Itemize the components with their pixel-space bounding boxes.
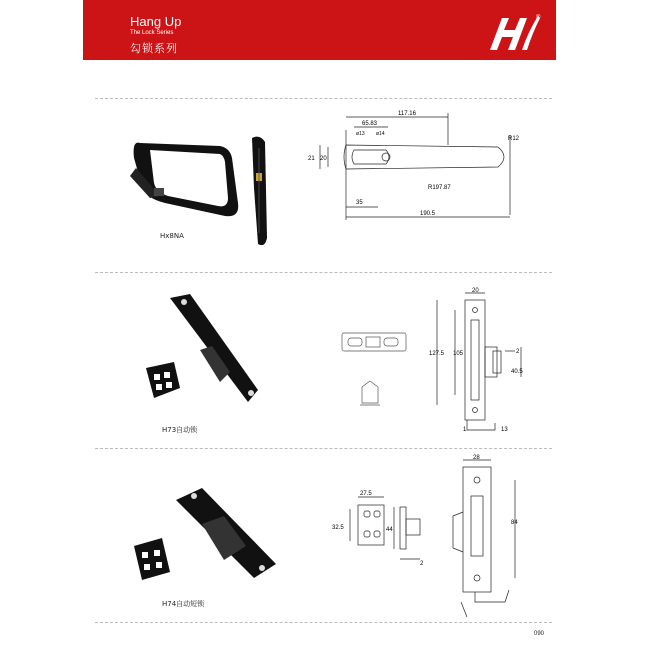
dim-label: 27.5 xyxy=(360,491,372,497)
series-subtitle: The Lock Series xyxy=(130,30,174,36)
dim-label: 21 xyxy=(308,156,315,162)
dim-label: R12 xyxy=(508,136,520,142)
product-name: H74自动短锁 xyxy=(162,600,205,608)
dim-label: 84 xyxy=(511,520,518,526)
drawing-h74-small xyxy=(330,487,435,567)
section-divider xyxy=(95,448,552,449)
product-name: H73自动锁 xyxy=(162,426,198,434)
product-name: Hx8NA xyxy=(160,232,184,240)
drawing-h74 xyxy=(445,452,540,622)
dim-label: 2 xyxy=(516,349,520,355)
drawing-hx8na xyxy=(298,105,530,225)
dim-label: 65.83 xyxy=(362,121,378,127)
dim-label: 28 xyxy=(473,455,480,461)
page-number: 090 xyxy=(533,631,544,637)
header-banner xyxy=(83,0,556,60)
dim-label: 35 xyxy=(356,200,363,206)
dim-label: ø13 xyxy=(356,131,365,137)
dim-label: R197.87 xyxy=(428,185,451,191)
dim-label: 1 xyxy=(463,427,467,433)
dim-label: 105 xyxy=(453,351,464,357)
dim-label: ø14 xyxy=(376,131,385,137)
section-divider xyxy=(95,98,552,99)
product-photo-h74 xyxy=(128,480,278,590)
product-photo-hx8na xyxy=(120,128,285,250)
dim-label: 127.5 xyxy=(429,351,445,357)
section-divider xyxy=(95,272,552,273)
drawing-h73 xyxy=(425,285,535,440)
dim-label: 40.5 xyxy=(511,369,523,375)
dim-label: 20 xyxy=(320,156,327,162)
dim-label: 32.5 xyxy=(332,525,344,531)
dim-label: 190.5 xyxy=(420,211,436,217)
product-photo-h73 xyxy=(140,290,280,415)
dim-label: 117.16 xyxy=(398,111,416,117)
dim-label: 20 xyxy=(472,288,479,294)
dim-label: 13 xyxy=(501,427,508,433)
registered-mark: ® xyxy=(536,15,541,21)
dim-label: 44 xyxy=(386,527,393,533)
brand-logo xyxy=(482,10,542,55)
drawing-h73-small xyxy=(340,325,410,410)
dim-label: 2 xyxy=(420,561,424,567)
series-title-cn: 勾锁系列 xyxy=(130,42,178,55)
series-title: Hang Up xyxy=(130,14,182,29)
section-divider xyxy=(95,622,552,623)
